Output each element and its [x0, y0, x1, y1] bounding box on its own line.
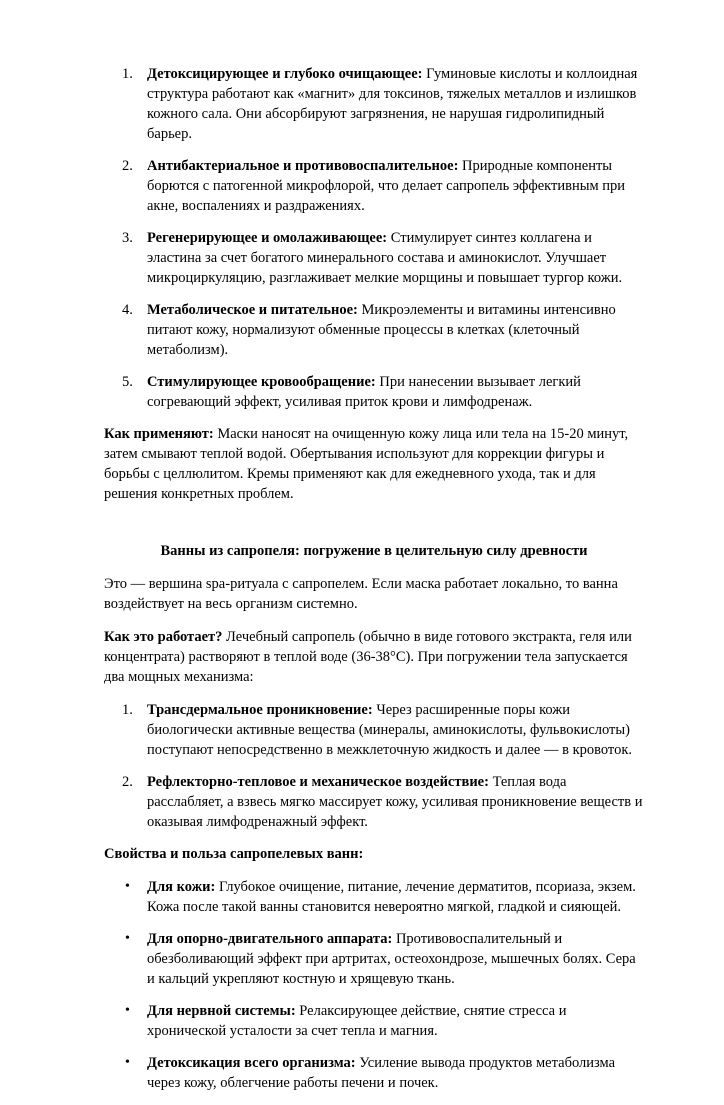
list-item — [104, 228, 644, 288]
section-title: Ванны из сапропеля: погружение в целительную силу древности — [160, 543, 588, 559]
apply-paragraph — [104, 424, 644, 504]
bullet-icon: • — [125, 879, 130, 894]
item-title: Рефлекторно-тепловое и механическое воздействие: — [147, 774, 489, 790]
mechanisms-list — [104, 700, 644, 832]
list-item — [104, 700, 644, 760]
list-item — [104, 1053, 644, 1093]
list-item — [104, 156, 644, 216]
item-text: Релаксирующее действие, снятие стресса и хронической усталости за счет тепла и магния. — [147, 1003, 567, 1039]
item-title: Детоксицирующее и глубоко очищающее: — [147, 66, 423, 82]
list-item — [104, 929, 644, 989]
how-paragraph — [104, 627, 644, 687]
document-content — [104, 64, 644, 1105]
item-text: Стимулирует синтез коллагена и эластина за счет богатого минерального состава и аминокислот. Улучшает микроциркуляцию, разглаживает мелкие морщины и повышает тургор кожи. — [147, 230, 623, 286]
properties-list — [104, 64, 644, 412]
bullet-icon: • — [125, 1055, 130, 1070]
item-text: Через расширенные поры кожи биологически активные вещества (минералы, аминокислоты, фульвокислоты) поступают непосредственно в межклеточную жидкость и далее — в кровоток. — [147, 702, 632, 758]
item-text: Микроэлементы и витамины интенсивно питают кожу, нормализуют обменные процессы в клетках (клеточный метаболизм). — [147, 302, 616, 358]
list-item — [104, 300, 644, 360]
item-title: Для опорно-двигательного аппарата: — [147, 931, 393, 947]
item-text: Гуминовые кислоты и коллоидная структура работают как «магнит» для токсинов, тяжелых металлов и излишков кожного сала. Они абсорбируют загрязнения, не нарушая гидролипидный барьер. — [147, 66, 638, 142]
spacer — [104, 517, 644, 541]
item-title: Метаболическое и питательное: — [147, 302, 358, 318]
list-item — [104, 877, 644, 917]
item-text: Усиление вывода продуктов метаболизма через кожу, облегчение работы печени и почек. — [147, 1055, 616, 1091]
item-title: Стимулирующее кровообращение: — [147, 374, 376, 390]
how-text: Лечебный сапропель (обычно в виде готового экстракта, геля или концентрата) растворяют в теплой воде (36-38°C). При погружении тела запускается два мощных механизма: — [104, 629, 632, 685]
list-item — [104, 772, 644, 832]
benefits-list — [104, 877, 644, 1093]
list-number: 3. — [122, 230, 133, 246]
list-item — [104, 1001, 644, 1041]
item-text: Противовоспалительный и обезболивающий эффект при артритах, остеохондрозе, мышечных болях. Сера и кальций укрепляют костную и хрящевую ткань. — [147, 931, 636, 987]
item-text: Природные компоненты борются с патогенной микрофлорой, что делает сапропель эффективным при акне, воспалениях и раздражениях. — [147, 158, 626, 214]
item-title: Антибактериальное и противовоспалительное: — [147, 158, 459, 174]
bullet-icon: • — [125, 931, 130, 946]
list-number: 4. — [122, 302, 133, 318]
item-text: Глубокое очищение, питание, лечение дерматитов, псориаза, экзем. Кожа после такой ванны становится невероятно мягкой, гладкой и сияющей. — [147, 879, 636, 915]
intro-paragraph: Это — вершина spa-ритуала с сапропелем. Если маска работает локально, то ванна воздействует на весь организм системно. — [104, 576, 618, 612]
bullet-icon: • — [125, 1003, 130, 1018]
list-number: 1. — [122, 702, 133, 718]
apply-text: Маски наносят на очищенную кожу лица или тела на 15-20 минут, затем смывают теплой водой. Обертывания используют для коррекции фигуры и борьбы с целлюлитом. Кремы применяют как для ежедневного ухода, так и для решения конкретных проблем. — [104, 426, 629, 502]
list-number: 2. — [122, 158, 133, 174]
item-title: Трансдермальное проникновение: — [147, 702, 373, 718]
item-title: Для кожи: — [147, 879, 216, 895]
how-label: Как это работает? — [104, 629, 223, 645]
list-item — [104, 64, 644, 144]
apply-label: Как применяют: — [104, 426, 214, 442]
item-title: Детоксикация всего организма: — [147, 1055, 356, 1071]
list-item — [104, 372, 644, 412]
list-number: 1. — [122, 66, 133, 82]
item-title: Регенерирующее и омолаживающее: — [147, 230, 388, 246]
list-number: 2. — [122, 774, 133, 790]
list-number: 5. — [122, 374, 133, 390]
item-text: Теплая вода расслабляет, а взвесь мягко массирует кожу, усиливая проникновение веществ и оказывая лимфодренажный эффект. — [147, 774, 643, 830]
properties-title: Свойства и польза сапропелевых ванн: — [104, 846, 364, 862]
item-title: Для нервной системы: — [147, 1003, 296, 1019]
item-text: При нанесении вызывает легкий согревающий эффект, усиливая приток крови и лимфодренаж. — [147, 374, 581, 410]
